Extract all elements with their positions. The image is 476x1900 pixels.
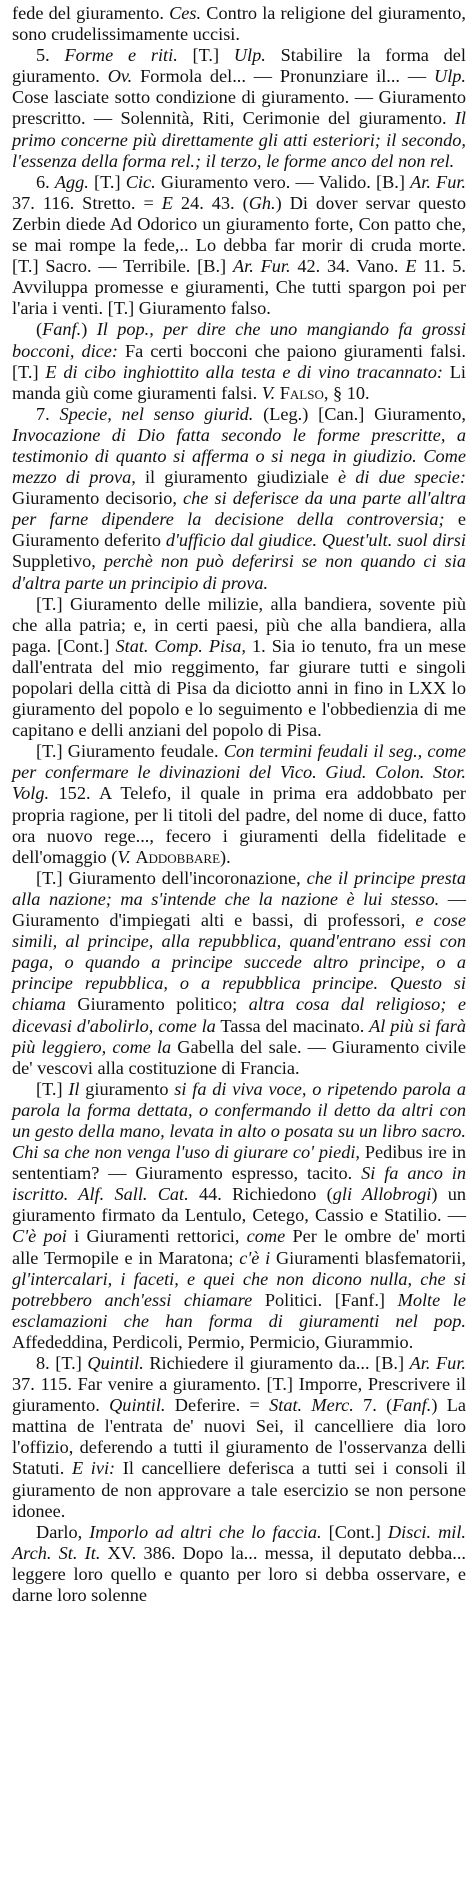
text-run: E: [161, 192, 173, 213]
para-continuation-top: [12, 3, 466, 45]
text-run: [T.]: [36, 1078, 69, 1099]
text-run: Cic.: [125, 171, 156, 192]
text-run: 5.: [36, 45, 65, 66]
text-run: ): [81, 319, 97, 340]
text-run: Formola del... — Pronunziare il... —: [132, 66, 434, 87]
text-run: 42. 34. Vano.: [290, 256, 406, 277]
text-run: Per le ombre de' morti alle Termopile e in Maratona;: [12, 1226, 466, 1268]
text-run: fede del giuramento.: [12, 3, 170, 23]
text-run: Darlo,: [36, 1521, 90, 1542]
text-run: Ulp.: [434, 66, 466, 87]
text-run: Giuramento vero. — Valido. [B.]: [155, 171, 411, 192]
text-run: Ces.: [169, 3, 202, 23]
text-run: — Giuramento d'impiegati alti e bassi, di professori,: [12, 888, 467, 931]
text-run: E ivi:: [71, 1458, 116, 1479]
text-run: Cose lasciate sotto condizione di giuramento. — Giuramento prescritto. — Solennità, Riti, Cerimonie del giuramento.: [12, 87, 466, 129]
text-run: 8. [T.]: [36, 1353, 88, 1373]
text-run: Giuramenti blasfematorii,: [270, 1247, 466, 1268]
text-run: (: [36, 319, 43, 340]
text-run: 37. 116. Stretto. =: [12, 192, 162, 213]
text-run: Si fa anco in iscritto. Alf. Sall. Cat.: [12, 1163, 467, 1205]
text-run: Il pop., per dire che uno mangiando fa grossi bocconi, dice:: [12, 319, 466, 361]
text-run: V.: [117, 846, 131, 867]
section-6-agg: [12, 172, 466, 320]
text-run: Addobbare: [135, 846, 221, 867]
text-run: Forme e riti.: [64, 45, 178, 66]
text-run: [Cont.]: [321, 1521, 388, 1542]
text-run: 37. 115. Far venire a giuramento. [T.] Imporre, Prescrivere il giuramento.: [12, 1374, 466, 1416]
text-run: 7.: [36, 403, 60, 424]
text-run: Ulp.: [233, 45, 266, 66]
text-run: Molte le esclamazioni che han forma di giuramenti nel pop.: [12, 1289, 466, 1331]
text-run: il giuramento giudiziale: [135, 467, 338, 488]
text-run: che si deferisce da una parte all'altra per farne dipendere la decisione della controversia;: [12, 488, 466, 530]
text-run: Ar. Fur.: [410, 171, 467, 192]
text-run: perchè non può deferirsi se non quando ci sia d'altra parte un principio di prova.: [12, 551, 466, 593]
text-run: Gh.: [248, 192, 276, 213]
text-run: è di due specie:: [337, 467, 466, 488]
text-run: XV. 386. Dopo la... messa, il deputato debba... leggere loro quello e quanto per loro si debba osservare, e darne loro solenne: [12, 1542, 466, 1606]
text-run: si fa di viva voce, o ripetendo parola a parola la forma dettata, o confermando il detto da altri con un gesto della mano, levata in alto o posata su un libro sacro. Chi sa che non venga l'uso di giurare co' piedi,: [12, 1078, 466, 1163]
text-run: Agg.: [54, 171, 89, 192]
text-run: V.: [261, 382, 276, 403]
text-run: che il principe presta alla nazione; ma s'intende che la nazione è lui stesso.: [12, 867, 466, 909]
text-run: Giuramento decisorio,: [12, 488, 184, 509]
text-run: E: [405, 256, 417, 277]
text-run: 1. Sia io tenuto, fra un mese dall'entrata del mio reggimento, far giurare tutti e singoli popolari della città di Pisa da diciotto anni in fino in LXX lo giuramento del popolo e lo seguimento e l'obbedienzia di me capitano e delli anziani del popolo di Pisa.: [12, 635, 466, 741]
text-run: E di cibo inghiottito alla testa e di vino tracannato:: [45, 361, 443, 382]
para-milizie: [12, 594, 466, 742]
text-run: Stat. Comp. Pisa,: [115, 635, 246, 656]
text-run: Il primo concerne più direttamente gli atti esteriori; il secondo, l'essenza della forma rel.; il terzo, le forme anco del non rel.: [12, 108, 466, 171]
text-run: i Giuramenti rettorici,: [66, 1226, 247, 1247]
text-run: Suppletivo,: [12, 551, 104, 572]
text-run: ) un giuramento firmato da Lentulo, Cetego, Cassio e Statilio. —: [12, 1184, 467, 1226]
text-run: come: [246, 1226, 286, 1247]
text-run: 6.: [36, 171, 55, 192]
section-5-forme-e-riti: [12, 45, 466, 172]
para-viva-voce: [12, 1079, 466, 1353]
text-run: Il cancelliere deferisca a tutti sei i consoli il giuramento de non approvare a tale esercizio se non persone idonee.: [12, 1458, 467, 1521]
para-fanf-bocconi: [12, 319, 466, 403]
text-run: giuramento: [79, 1078, 175, 1099]
text-run: [T.] Giuramento delle milizie, alla bandiera, sovente più che alla patria; e, in certi paesi, più che alla bandiera, alla paga. [Cont.]: [12, 593, 466, 656]
text-run: ) La mattina de l'entrata de' nuovi Sei, il cancelliere dia loro l'offizio, deferendo a tutti il giuramento de l'osservanza delli Statuti.: [12, 1395, 466, 1479]
text-run: ) Di dover servar questo Zerbin diede Ad Odorico un giuramento forte, Con patto che, se mai rompe la fede,.. Lo debba far morir di cruda morte. [T.] Sacro. — Terribile. [B.]: [12, 192, 466, 277]
text-run: Contro la religione del giuramento, sono crudelissimamente uccisi.: [12, 3, 466, 45]
text-run: Invocazione di Dio fatta secondo le forme prescritte, a testimonio di quanto si afferma o si nega in giudizio. Come mezzo di prova,: [12, 424, 466, 488]
text-run: gli Allobrogi: [332, 1184, 432, 1205]
text-run: Politici. [Fanf.]: [252, 1289, 398, 1310]
text-run: Richiedere il giuramento da... [B.]: [143, 1353, 410, 1373]
text-run: Fa certi bocconi che paiono giuramenti falsi. [T.]: [12, 340, 467, 382]
text-run: C'è poi: [12, 1226, 67, 1247]
text-run: ).: [220, 846, 231, 867]
text-run: Il: [68, 1078, 80, 1099]
text-run: Tassa del macinato.: [215, 1015, 370, 1036]
text-run: Con termini feudali il seg., come per confermare le divinazioni del Vico. Giud. Colon. Stor. Volg.: [12, 741, 466, 804]
text-run: [T.]: [88, 171, 126, 192]
text-run: c'è i: [239, 1247, 271, 1268]
text-run: e Giuramento deferito: [12, 509, 466, 551]
text-run: Disci. mil. Arch. St. It.: [12, 1521, 466, 1563]
text-run: Quintil.: [87, 1353, 144, 1373]
para-darlo: [12, 1522, 466, 1606]
para-incoronazione: [12, 868, 466, 1079]
text-run: Al più si farà più leggiero, come la: [12, 1015, 466, 1057]
text-run: Stabilire la forma del giuramento.: [12, 45, 466, 87]
text-run: Quintil.: [109, 1395, 166, 1416]
text-run: 24. 43. (: [172, 192, 249, 213]
text-run: Ar. Fur.: [232, 256, 291, 277]
text-run: Deferire. =: [165, 1395, 270, 1416]
text-run: Gabella del sale. — Giuramento civile de' vescovi alla costituzione di Francia.: [12, 1036, 466, 1078]
text-run: Fanf.: [392, 1395, 432, 1416]
section-8-quintil: [12, 1353, 466, 1522]
text-run: d'ufficio dal giudice. Quest'ult. suol dirsi: [165, 530, 466, 551]
text-run: Affededdina, Perdicoli, Permio, Permicio, Giurammio.: [12, 1331, 414, 1352]
text-run: 7. (: [353, 1395, 393, 1416]
text-run: Falso: [279, 382, 324, 403]
text-run: Imporlo ad altri che lo faccia.: [89, 1521, 322, 1542]
text-run: 44. Richiedono (: [188, 1184, 333, 1205]
text-run: [T.]: [177, 45, 234, 66]
text-run: e cose simili, al principe, alla repubblica, quand'entrano essi con paga, o quando a principe succede altro principe, o a principe repubblica, o a repubblica principe. Questo si chiama: [12, 910, 466, 1015]
text-run: Specie, nel senso giurid.: [59, 403, 254, 424]
text-run: Pedibus ire in sententiam? — Giuramento espresso, tacito.: [12, 1142, 466, 1184]
text-run: altra cosa dal religioso; e dicevasi d'abolirlo, come la: [12, 994, 466, 1036]
text-run: (Leg.) [Can.] Giuramento,: [253, 403, 466, 424]
text-run: Ar. Fur.: [409, 1353, 466, 1373]
text-run: Stat. Merc.: [269, 1395, 354, 1416]
text-run: gl'intercalari, i faceti, e quei che non dicono nulla, che si potrebbero anch'essi chiamare: [12, 1268, 466, 1310]
text-run: 152. A Telefo, il quale in prima era addobbato per propria ragione, per li titoli del padre, del nome di duce, fatto ora nuovo rege..., fecero i giuramenti della fidelitade e dell'omaggio (: [12, 783, 466, 867]
text-run: [T.] Giuramento dell'incoronazione,: [36, 867, 307, 888]
para-feudale: [12, 741, 466, 868]
text-run: Li manda giù come giuramenti falsi.: [12, 361, 466, 403]
text-run: Ov.: [107, 66, 133, 87]
text-run: 11. 5. Avviluppa promesse e giuramenti, Che tutti spargon poi per l'aria i venti. [T.] Giuramento falso.: [12, 256, 466, 319]
section-7-specie: [12, 404, 466, 594]
text-run: Fanf.: [42, 319, 82, 340]
text-run: [T.] Giuramento feudale.: [36, 741, 224, 762]
text-column: [12, 3, 466, 1606]
text-run: Giuramento politico;: [65, 994, 249, 1015]
text-run: , § 10.: [323, 382, 370, 403]
